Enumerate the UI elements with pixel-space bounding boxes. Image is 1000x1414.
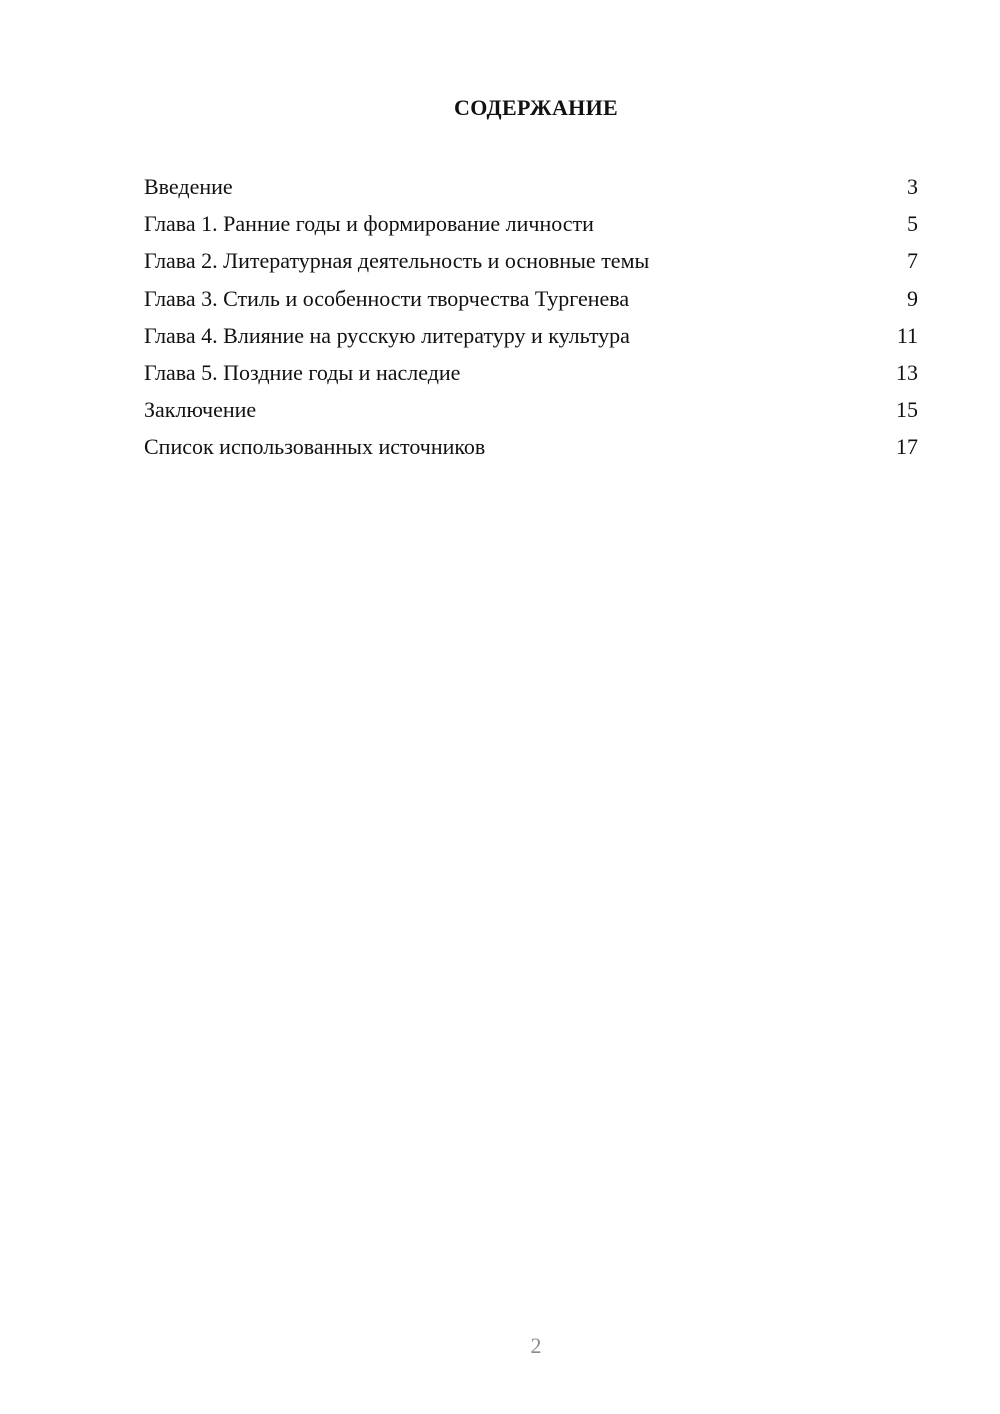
toc-entry-page: 5 [907, 211, 918, 237]
page-number: 2 [530, 1333, 542, 1358]
toc-entry [144, 205, 918, 242]
toc-list [144, 168, 918, 466]
toc-entry-page: 3 [907, 174, 918, 199]
toc-entry [144, 317, 918, 354]
toc-entry-page: 15 [896, 397, 918, 423]
toc-entry [144, 354, 918, 391]
toc-entry-label: Заключение [144, 397, 257, 423]
toc-entry-page: 7 [907, 248, 918, 274]
toc-entry-label: Введение [144, 174, 233, 199]
toc-title: СОДЕРЖАНИЕ [454, 95, 618, 120]
toc-entry [144, 242, 918, 279]
toc-entry [144, 280, 918, 317]
toc-entry-page: 13 [896, 359, 918, 385]
toc-entry-label: Глава 2. Литературная деятельность и основные темы [144, 248, 650, 274]
toc-entry-page: 11 [896, 322, 918, 348]
toc-entry [144, 428, 918, 465]
toc-entry-page: 17 [896, 434, 918, 460]
toc-entry-label: Глава 1. Ранние годы и формирование личности [144, 211, 594, 237]
toc-entry-label: Глава 4. Влияние на русскую литературу и культура [144, 322, 630, 348]
toc-entry-label: Глава 3. Стиль и особенности творчества Тургенева [144, 285, 630, 311]
toc-entry-label: Глава 5. Поздние годы и наследие [144, 359, 461, 385]
toc-entry-page: 9 [907, 285, 918, 311]
toc-entry-label: Список использованных источников [144, 434, 486, 460]
toc-entry [144, 391, 918, 428]
toc-entry [144, 168, 918, 205]
